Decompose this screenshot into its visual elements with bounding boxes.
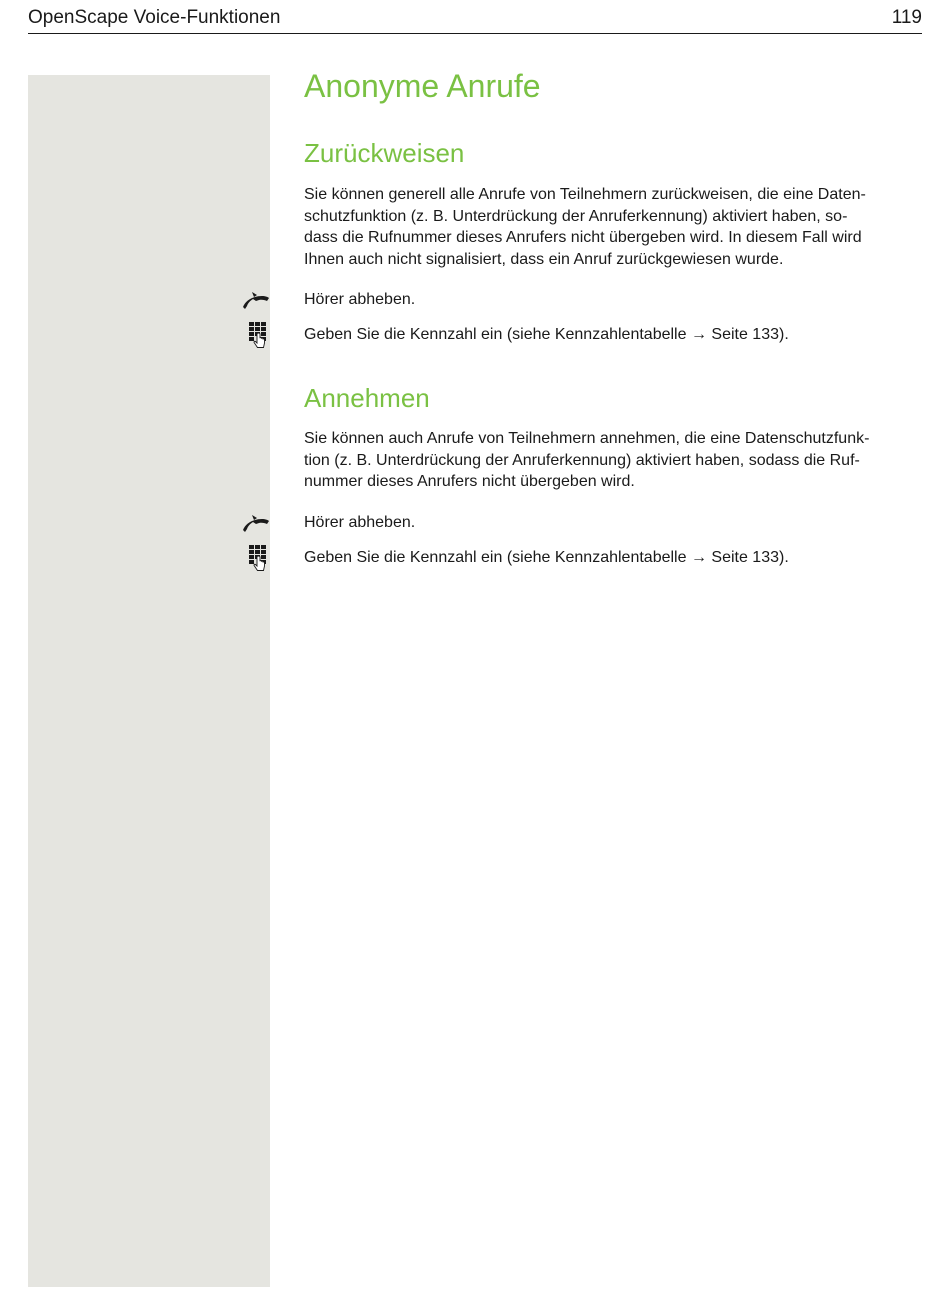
section-paragraph-reject [304,184,924,270]
keypad-icon [248,544,270,574]
step-text: Geben Sie die Kennzahl ein (siehe Kennzahlentabelle → Seite 133). [304,549,789,566]
paragraph-line: schutzfunktion (z. B. Unterdrückung der Anruferkennung) aktiviert haben, so- [304,207,848,225]
section-heading-accept: Annehmen [304,383,430,413]
keypad-icon [248,321,270,351]
step-text: Geben Sie die Kennzahl ein (siehe Kennzahlentabelle → Seite 133). [304,326,789,343]
section-paragraph-accept [304,428,924,493]
page-title: Anonyme Anrufe [304,68,541,104]
page-header [28,6,922,34]
page-number: 119 [891,7,922,28]
paragraph-line: Ihnen auch nicht signalisiert, dass ein Anruf zurückgewiesen wurde. [304,250,784,268]
handset-lift-icon [242,290,270,310]
handset-lift-icon [242,513,270,533]
section-heading-reject: Zurückweisen [304,138,465,168]
paragraph-line: nummer dieses Anrufers nicht übergeben wird. [304,473,635,490]
header-title: OpenScape Voice-Funktionen [28,7,281,28]
paragraph-line: tion (z. B. Unterdrückung der Anruferkennung) aktiviert haben, sodass die Ruf- [304,451,860,469]
paragraph-line: Sie können auch Anrufe von Teilnehmern annehmen, die eine Datenschutzfunk- [304,430,870,447]
paragraph-line: Sie können generell alle Anrufe von Teilnehmern zurückweisen, die eine Daten- [304,186,866,203]
sidebar-column [28,75,270,1287]
paragraph-line: dass die Rufnummer dieses Anrufers nicht übergeben wird. In diesem Fall wird [304,229,862,246]
step-text: Hörer abheben. [304,291,416,308]
step-text: Hörer abheben. [304,514,416,531]
